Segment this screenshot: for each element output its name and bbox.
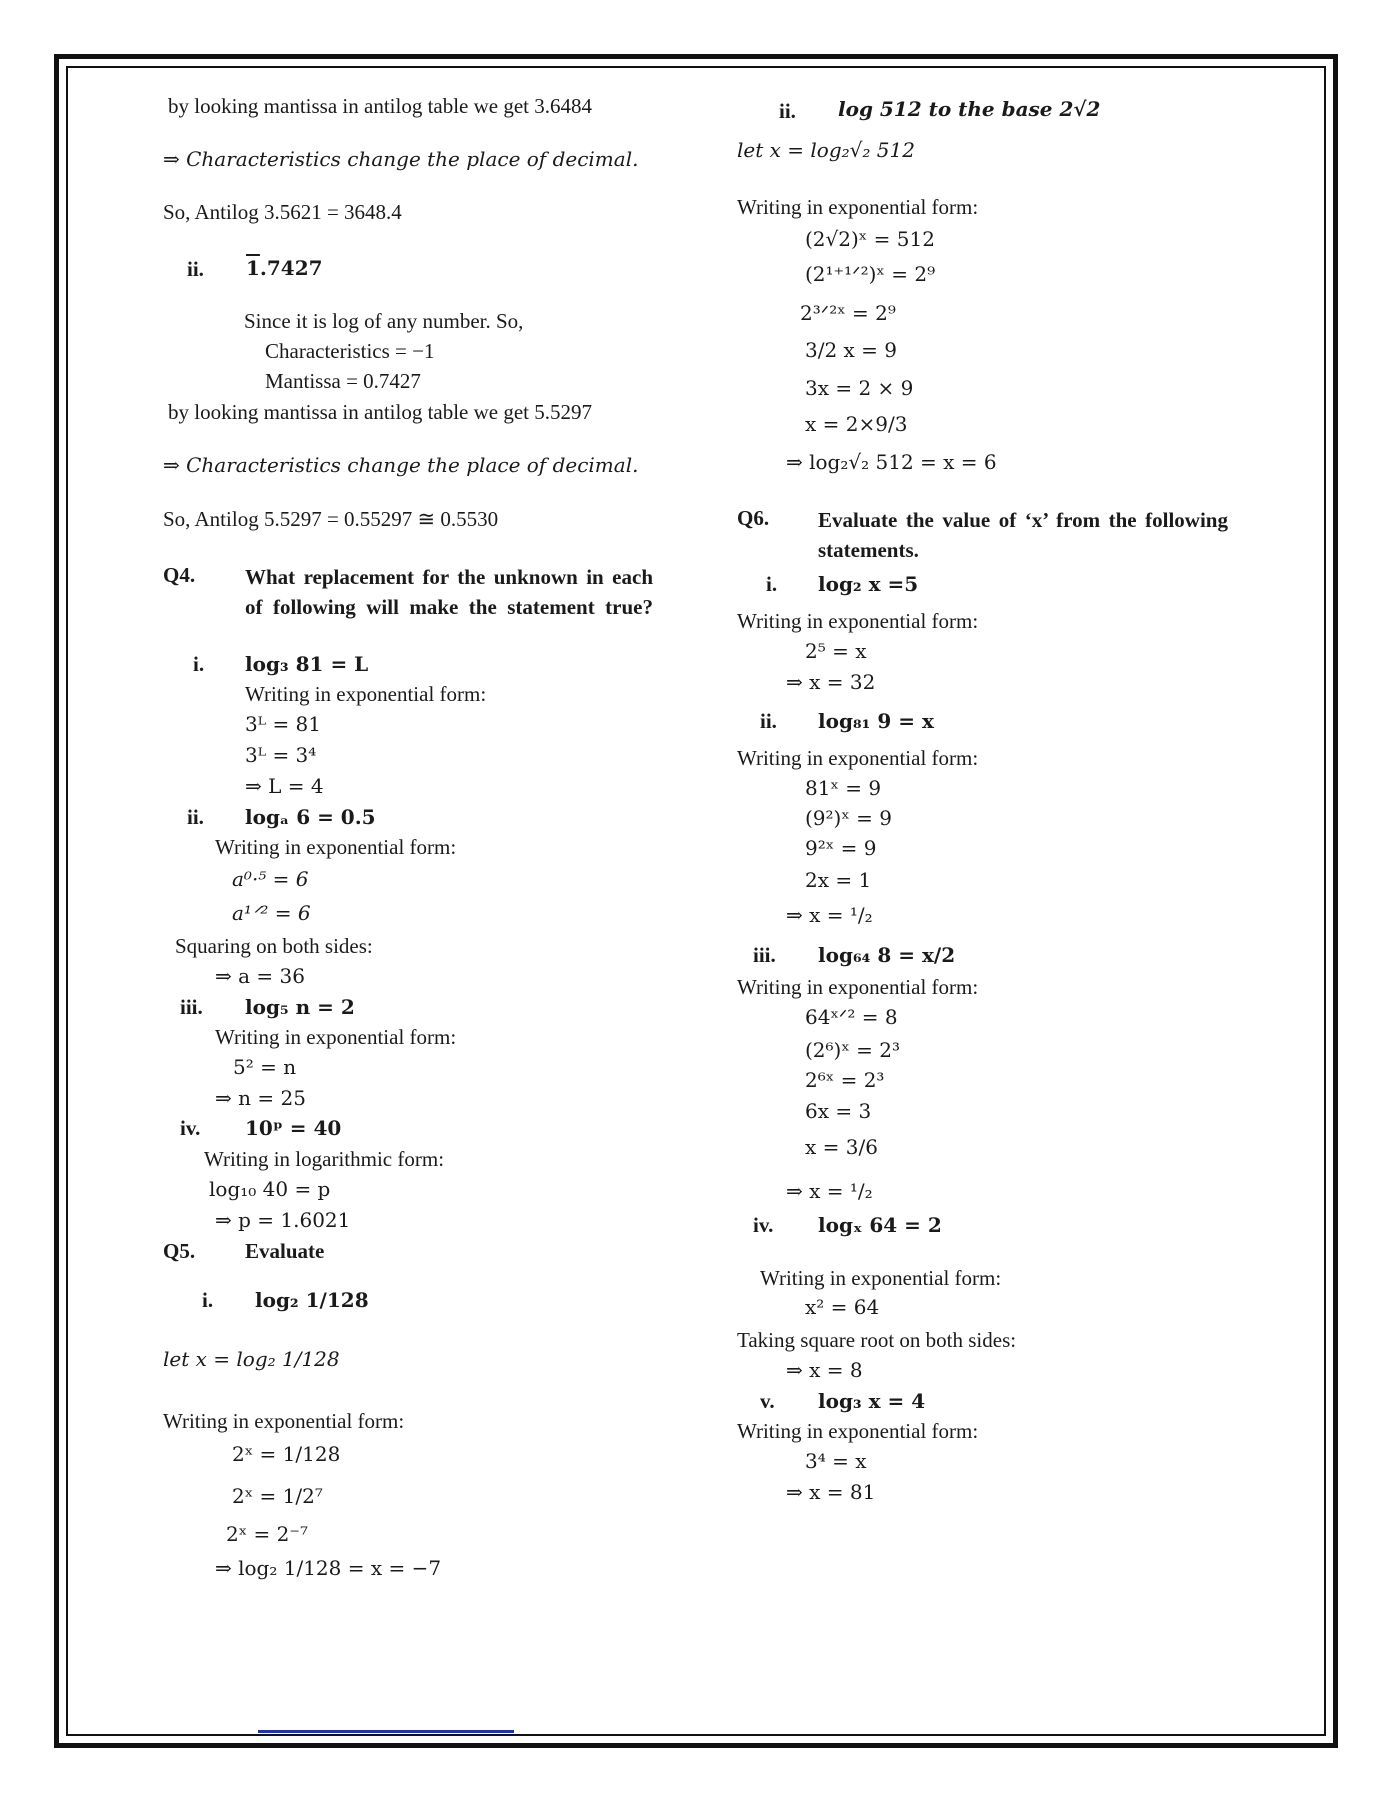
- q4-iv-wlf: Writing in logarithmic form:: [204, 1147, 445, 1171]
- q5-i-step-1: 2ˣ = 1/128: [232, 1442, 341, 1466]
- q4-i-step-3: ⇒ L = 4: [245, 774, 324, 798]
- q5-ii-number: ii.: [779, 99, 796, 123]
- q6-iv-step-1: x² = 64: [805, 1295, 880, 1319]
- q6-iii-step-3: 2⁶ˣ = 2³: [805, 1068, 885, 1092]
- q4-iv-number: iv.: [180, 1116, 201, 1140]
- q6-ii-equation: log₈₁ 9 = x: [818, 709, 934, 733]
- q4-question-text: What replacement for the unknown in each of following will make the statement true?: [245, 565, 653, 619]
- q4-i-step-1: 3ᴸ = 81: [245, 712, 322, 736]
- q6-question-text: Evaluate the value of ‘x’ from the following statements.: [818, 508, 1228, 562]
- q6-ii-step-5: ⇒ x = ¹/₂: [786, 903, 873, 927]
- q4-iii-step-2: ⇒ n = 25: [215, 1086, 306, 1110]
- q6-v-wef: Writing in exponential form:: [737, 1419, 979, 1443]
- q6-ii-number: ii.: [760, 709, 777, 733]
- q6-iv-sqrt-text: Taking square root on both sides:: [737, 1328, 1017, 1352]
- q4-iii-step-1: 5² = n: [233, 1055, 297, 1079]
- q3-ii-number: ii.: [187, 257, 204, 281]
- q6-iii-step-5: x = 3/6: [805, 1135, 878, 1159]
- q4-i-number: i.: [193, 652, 205, 676]
- q4-iii-number: iii.: [180, 995, 203, 1019]
- q5-ii-wef: Writing in exponential form:: [737, 195, 979, 219]
- antilog-result-1: So, Antilog 3.5621 = 3648.4: [163, 200, 402, 224]
- q6-iv-wef: Writing in exponential form:: [760, 1266, 1002, 1290]
- q4-ii-step-1: a⁰·⁵ = 6: [232, 867, 309, 891]
- q6-iii-step-2: (2⁶)ˣ = 2³: [805, 1038, 901, 1062]
- q3-ii-bar-digit: 1: [246, 256, 260, 280]
- q4-iv-step-1: log₁₀ 40 = p: [209, 1177, 331, 1201]
- footer-underline: [258, 1730, 514, 1733]
- q4-ii-equation: logₐ 6 = 0.5: [245, 805, 376, 829]
- q6-v-number: v.: [760, 1389, 775, 1413]
- q6-iii-step-4: 6x = 3: [805, 1099, 872, 1123]
- q5-ii-step-1: (2√2)ˣ = 512: [805, 227, 935, 251]
- q5-i-let: let x = log₂ 1/128: [163, 1347, 340, 1371]
- q4-label: Q4.: [163, 563, 196, 587]
- q6-iv-step-2: ⇒ x = 8: [786, 1358, 863, 1382]
- q5-ii-step-6: x = 2×9/3: [805, 412, 908, 436]
- q6-iii-number: iii.: [753, 943, 776, 967]
- characteristics-value: Characteristics = −1: [265, 339, 435, 363]
- q3-ii-rest: .7427: [259, 256, 323, 280]
- q5-i-number: i.: [202, 1288, 214, 1312]
- q6-v-step-1: 3⁴ = x: [805, 1449, 867, 1473]
- q6-ii-step-4: 2x = 1: [805, 868, 872, 892]
- q5-i-wef: Writing in exponential form:: [163, 1409, 405, 1433]
- mantissa-line-1: by looking mantissa in antilog table we get 3.6484: [168, 94, 593, 118]
- q6-i-step-1: 2⁵ = x: [805, 639, 867, 663]
- q4-ii-number: ii.: [187, 805, 204, 829]
- q6-ii-wef: Writing in exponential form:: [737, 746, 979, 770]
- q4-i-equation: log₃ 81 = L: [245, 652, 369, 676]
- q6-iii-step-1: 64ˣᐟ² = 8: [805, 1005, 898, 1029]
- q6-iv-equation: logₓ 64 = 2: [818, 1213, 942, 1237]
- q5-ii-title: log 512 to the base 2√2: [838, 97, 1101, 121]
- q5-ii-step-3: 2³ᐟ²ˣ = 2⁹: [800, 301, 896, 325]
- q4-i-wef: Writing in exponential form:: [245, 682, 487, 706]
- q6-iv-number: iv.: [753, 1213, 774, 1237]
- q6-ii-step-3: 9²ˣ = 9: [805, 836, 877, 860]
- q4-iii-equation: log₅ n = 2: [245, 995, 355, 1019]
- q3-ii-expression: [246, 255, 323, 281]
- q6-v-equation: log₃ x = 4: [818, 1389, 926, 1413]
- q6-ii-step-2: (9²)ˣ = 9: [805, 806, 893, 830]
- q4-ii-wef: Writing in exponential form:: [215, 835, 457, 859]
- q4-iv-equation: 10ᵖ = 40: [245, 1116, 342, 1140]
- q6-iii-equation: log₆₄ 8 = x/2: [818, 943, 956, 967]
- q4-ii-step-2: a¹ᐟ² = 6: [232, 901, 311, 925]
- q6-label: Q6.: [737, 506, 770, 530]
- q6-i-step-2: ⇒ x = 32: [786, 670, 876, 694]
- q5-ii-let: let x = log₂√₂ 512: [737, 138, 915, 162]
- antilog-result-2: So, Antilog 5.5297 = 0.55297 ≅ 0.5530: [163, 507, 499, 531]
- q6-i-equation: log₂ x =5: [818, 572, 919, 596]
- q5-label: Q5.: [163, 1239, 196, 1263]
- q6-iii-step-6: ⇒ x = ¹/₂: [786, 1179, 873, 1203]
- since-text: Since it is log of any number. So,: [244, 309, 524, 333]
- q4-iv-step-2: ⇒ p = 1.6021: [215, 1208, 351, 1232]
- mantissa-value: Mantissa = 0.7427: [265, 369, 421, 393]
- char-change-line-2: ⇒ Characteristics change the place of decimal.: [163, 453, 639, 477]
- q6-i-wef: Writing in exponential form:: [737, 609, 979, 633]
- q4-ii-squaring: Squaring on both sides:: [175, 934, 373, 958]
- q4-i-step-2: 3ᴸ = 3⁴: [245, 743, 317, 767]
- char-change-line-1: ⇒ Characteristics change the place of decimal.: [163, 147, 639, 171]
- q5-ii-step-2: (2¹⁺¹ᐟ²)ˣ = 2⁹: [805, 262, 936, 286]
- q5-i-step-2: 2ˣ = 1/2⁷: [232, 1484, 323, 1508]
- q5-ii-step-4: 3/2 x = 9: [805, 338, 898, 362]
- q5-ii-step-5: 3x = 2 × 9: [805, 376, 914, 400]
- q6-v-step-2: ⇒ x = 81: [786, 1480, 876, 1504]
- q5-question-text: Evaluate: [245, 1239, 325, 1263]
- q4-ii-step-3: ⇒ a = 36: [215, 964, 305, 988]
- q5-ii-step-7: ⇒ log₂√₂ 512 = x = 6: [786, 450, 997, 474]
- q6-i-number: i.: [766, 572, 778, 596]
- q5-i-equation: log₂ 1/128: [255, 1288, 369, 1312]
- mantissa-line-2: by looking mantissa in antilog table we get 5.5297: [168, 400, 593, 424]
- q4-iii-wef: Writing in exponential form:: [215, 1025, 457, 1049]
- q6-ii-step-1: 81ˣ = 9: [805, 776, 882, 800]
- q5-i-step-4: ⇒ log₂ 1/128 = x = −7: [215, 1556, 442, 1580]
- q5-i-step-3: 2ˣ = 2⁻⁷: [226, 1522, 308, 1546]
- q6-iii-wef: Writing in exponential form:: [737, 975, 979, 999]
